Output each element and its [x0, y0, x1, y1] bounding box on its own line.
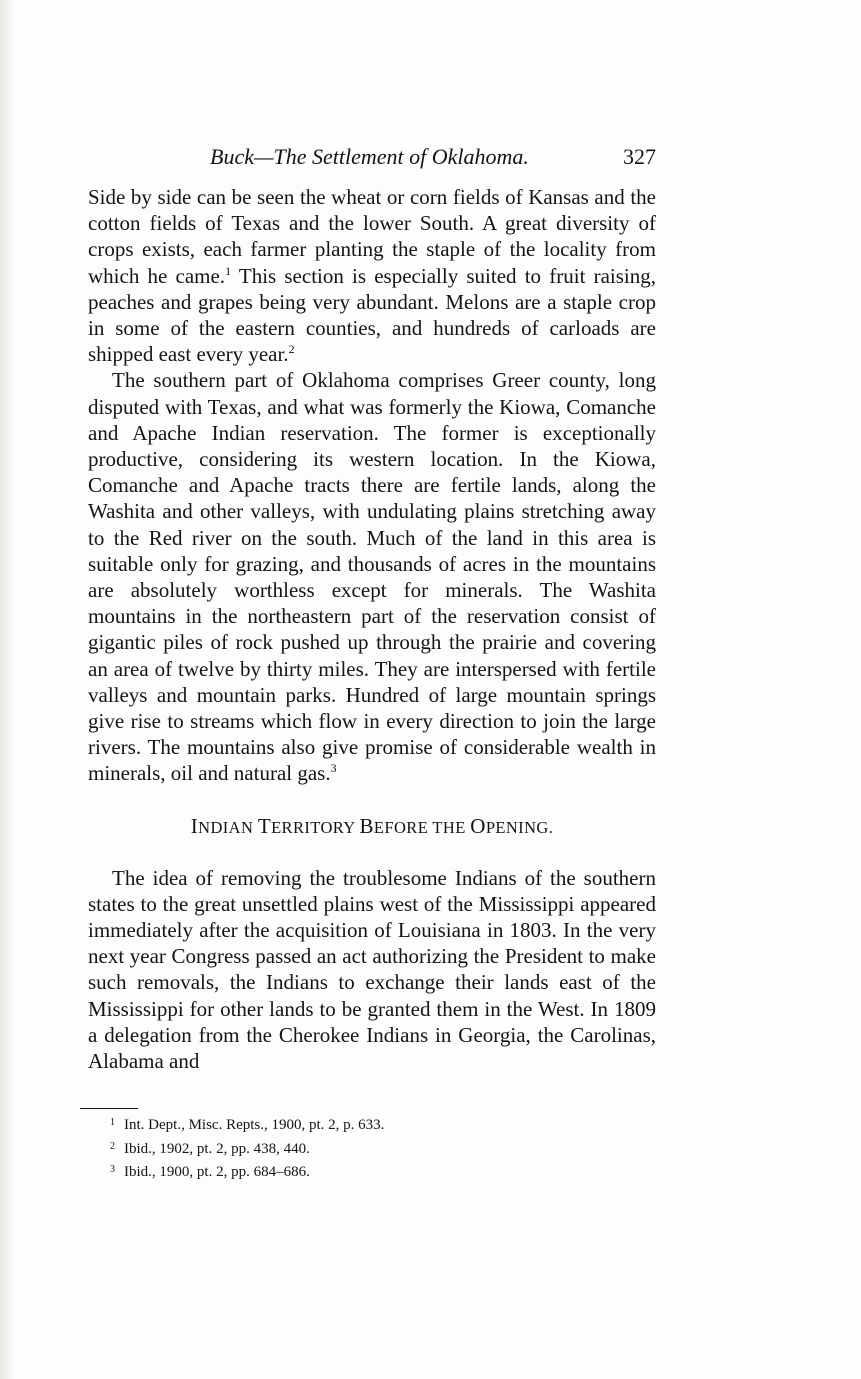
footnote-ref-3: 3 [330, 761, 337, 776]
paragraph-indian-removal: The idea of removing the troublesome Indians of the southern states to the great unsettled plains west of the Mississippi appeared immediately after the acquisition of Louisiana in 1803. In the very next year Congress passed an act authorizing the President to make such removals, the Indians to exchange their lands east of the Mississippi for other lands to be granted them in the West. In 1809 a delegation from the Cherokee Indians in Georgia, the Carolinas, Alabama and [88, 865, 656, 1074]
running-head: Buck—The Settlement of Oklahoma. [210, 144, 529, 169]
footnote-2: 2 Ibid., 1902, pt. 2, pp. 438, 440. [110, 1140, 310, 1157]
paragraph-southern-oklahoma [88, 367, 656, 786]
paragraph-text: Side by side can be seen the wheat or corn fields of Kansas and the cotton fields of Texas and the lower South. A great diversity of crops exists, each farmer planting the staple of the locality from which he came. [88, 185, 656, 288]
paragraph-text: This section is especially suited to fruit raising, peaches and grapes being very abundant. Melons are a staple crop in some of the eastern counties, and hundreds of carloads are shipped east every year. [88, 263, 656, 367]
footnote-ref-1: 1 [225, 263, 232, 278]
page-header [88, 144, 656, 174]
section-heading: INDIAN TERRITORY BEFORE THE OPENING. [190, 813, 554, 838]
footnote-1: 1 Int. Dept., Misc. Repts., 1900, pt. 2, p. 633. [110, 1117, 385, 1133]
scan-edge-shadow [0, 0, 14, 1379]
footnote-divider [80, 1108, 138, 1109]
page-number: 327 [623, 144, 656, 169]
paragraph-crops [88, 184, 656, 367]
footnote-ref-2: 2 [288, 342, 295, 357]
footnote-text: Ibid., 1902, pt. 2, pp. 438, 440. [124, 1140, 310, 1157]
paragraph-text: The southern part of Oklahoma comprises Greer county, long disputed with Texas, and what was formerly the Kiowa, Comanche and Apache Indian reservation. The former is exceptionally productive, considering its western location. In the Kiowa, Comanche and Apache tracts there are fertile lands, along the Washita and other valleys, with undulating plains stretching away to the Red river on the south. Much of the land in this area is suitable only for grazing, and thousands of acres in the mountains are absolutely worthless except for minerals. The Washita mountains in the northeastern part of the reservation consist of gigantic piles of rock pushed up through the prairie and covering an area of twelve by thirty miles. They are interspersed with fertile valleys and mountain parks. Hundred of large mountain springs give rise to streams which flow in every direction to join the large rivers. The mountains also give promise of considerable wealth in minerals, oil and natural gas. [88, 368, 656, 786]
body-text [88, 184, 656, 1074]
footnote-text: Ibid., 1900, pt. 2, pp. 684–686. [124, 1164, 310, 1180]
footnotes [110, 1114, 630, 1185]
footnote-text: Int. Dept., Misc. Repts., 1900, pt. 2, p. 633. [124, 1117, 385, 1133]
footnote-3: 3 Ibid., 1900, pt. 2, pp. 684–686. [110, 1164, 310, 1180]
